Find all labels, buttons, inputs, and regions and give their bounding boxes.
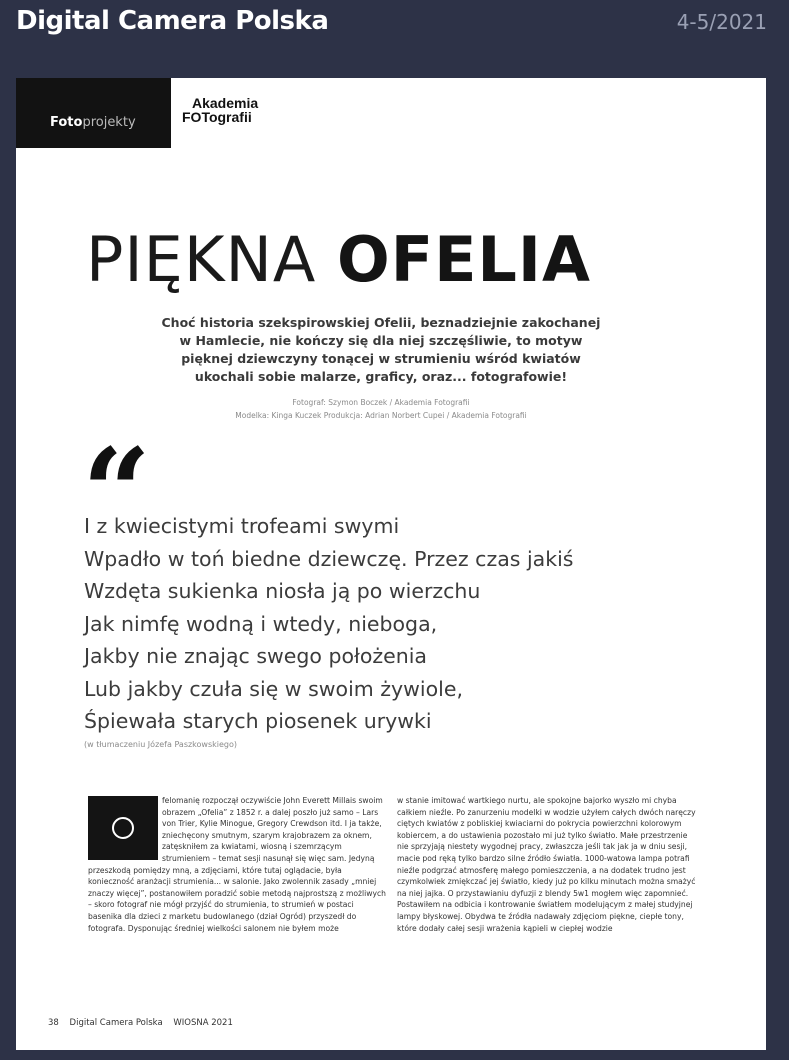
- drop-cap-space: [88, 795, 162, 861]
- footer-magazine: Digital Camera Polska: [69, 1018, 163, 1028]
- akademia-fotografii-logo: [182, 96, 258, 124]
- top-bar: [0, 0, 789, 56]
- magazine-page[interactable]: [16, 78, 766, 1050]
- poem-line: Wzdęta sukienka niosła ją po wierzchu: [84, 579, 481, 603]
- poem-quote: [84, 510, 724, 738]
- body-column-left: [88, 795, 388, 934]
- section-tag-bold: Foto: [50, 115, 83, 130]
- page-footer: [48, 1018, 241, 1028]
- footer-issue: WIOSNA 2021: [173, 1018, 233, 1028]
- logo-line-1: Akademia: [192, 95, 259, 111]
- credit-line: Fotograf: Szymon Boczek / Akademia Fotografii: [292, 398, 470, 407]
- article-lead: Choć historia szekspirowskiej Ofelii, beznadziejnie zakochanej w Hamlecie, nie kończy się dla niej szczęśliwie, to motyw pięknej dziewczyny tonącej w strumieniu wśród kwiatów ukochali sobie malarze, graficy, oraz... fotografowie!: [161, 315, 601, 384]
- title-bold: OFELIA: [337, 223, 591, 296]
- issue-date: 4-5/2021: [676, 10, 767, 34]
- publication-title[interactable]: Digital Camera Polska: [16, 6, 329, 36]
- poem-line: Śpiewała starych piosenek urywki: [84, 709, 432, 733]
- body-text-left: felomanię rozpoczął oczywiście John Everett Millais swoim obrazem „Ofelia” z 1852 r. a dalej poszło już samo – Lars von Trier, Kylie Minogue, Gregory Crewdson itd. I ja także, zniechęcony smutnym, szarym krajobrazem za oknem, zatęskniłem za kwiatami, wiosną i szemrzącym strumieniem – temat sesji nasunął się więc sam. Jedyną przeszkodą pomiędzy mną, a zdjęciami, które tutaj oglądacie, była konieczność aranżacji strumienia... w salonie. Jako zwolennik zasady „mniej znaczy więcej”, postanowiłem poradzić sobie metodą najprostszą z możliwych – skoro fotograf nie mógł przyjść do strumienia, to strumień w postaci basenika dla dzieci z marketu budowlanego (dział Ogród) przyszedł do fotografa. Dysponując średniej wielkości salonem nie byłem może: [88, 796, 386, 933]
- section-tag: [16, 78, 171, 148]
- poem-line: Wpadło w toń biedne dziewczę. Przez czas jakiś: [84, 546, 574, 571]
- article-title: [86, 220, 591, 300]
- title-thin: PIĘKNA: [86, 223, 317, 296]
- photo-credits: [156, 396, 606, 422]
- quote-mark-icon: “: [82, 422, 152, 563]
- section-tag-text: [50, 115, 136, 130]
- logo-line-2: FOTografii: [182, 109, 252, 125]
- translator-credit: (w tłumaczeniu Józefa Paszkowskiego): [84, 740, 238, 749]
- credit-line: Modelka: Kinga Kuczek Produkcja: Adrian Norbert Cupei / Akademia Fotografii: [235, 411, 527, 420]
- body-text-right: w stanie imitować wartkiego nurtu, ale spokojne bajorko wyszło mi chyba całkiem nieźle. Po zanurzeniu modelki w wodzie użyłem całych dwóch naręczy ciętych kwiatów z pobliskiej kwiaciarni do pokrycia powierzchni kolorowym kobiercem, a do ustawienia pozostało mi już tylko światło. Małe przestrzenie nie sprzyjają niestety wygodnej pracy, zwłaszcza jeśli tak jak ja w dniu sesji, macie pod ręką tylko bardzo silne źródło światła. 1000-watowa lampa potrafi nieźle podgrzać atmosferę małego pomieszczenia, a na dodatek trudno jest czymkolwiek zmiękczać jej światło, kiedy już po kilku minutach można smażyć na niej jajka. O przystawianiu dyfuzji z blendy 5w1 mogłem więc zapomnieć. Postawiłem na odbicia i kontrowanie światłem modelującym z małej studyjnej lampy błyskowej. Obydwa te źródła nadawały zdjęciom piękne, ciepłe tony, które dodały całej sesji wrażenia kąpieli w ciepłej wodzie: [397, 796, 696, 933]
- section-tag-rest: projekty: [82, 115, 136, 130]
- poem-line: Lub jakby czuła się w swoim żywiole,: [84, 676, 463, 701]
- poem-line: Jak nimfę wodną i wtedy, nieboga,: [84, 611, 438, 636]
- page-number: 38: [48, 1018, 59, 1028]
- poem-line: Jakby nie znając swego położenia: [84, 644, 427, 668]
- poem-line: I z kwiecistymi trofeami swymi: [84, 514, 400, 538]
- body-column-right: [397, 795, 697, 934]
